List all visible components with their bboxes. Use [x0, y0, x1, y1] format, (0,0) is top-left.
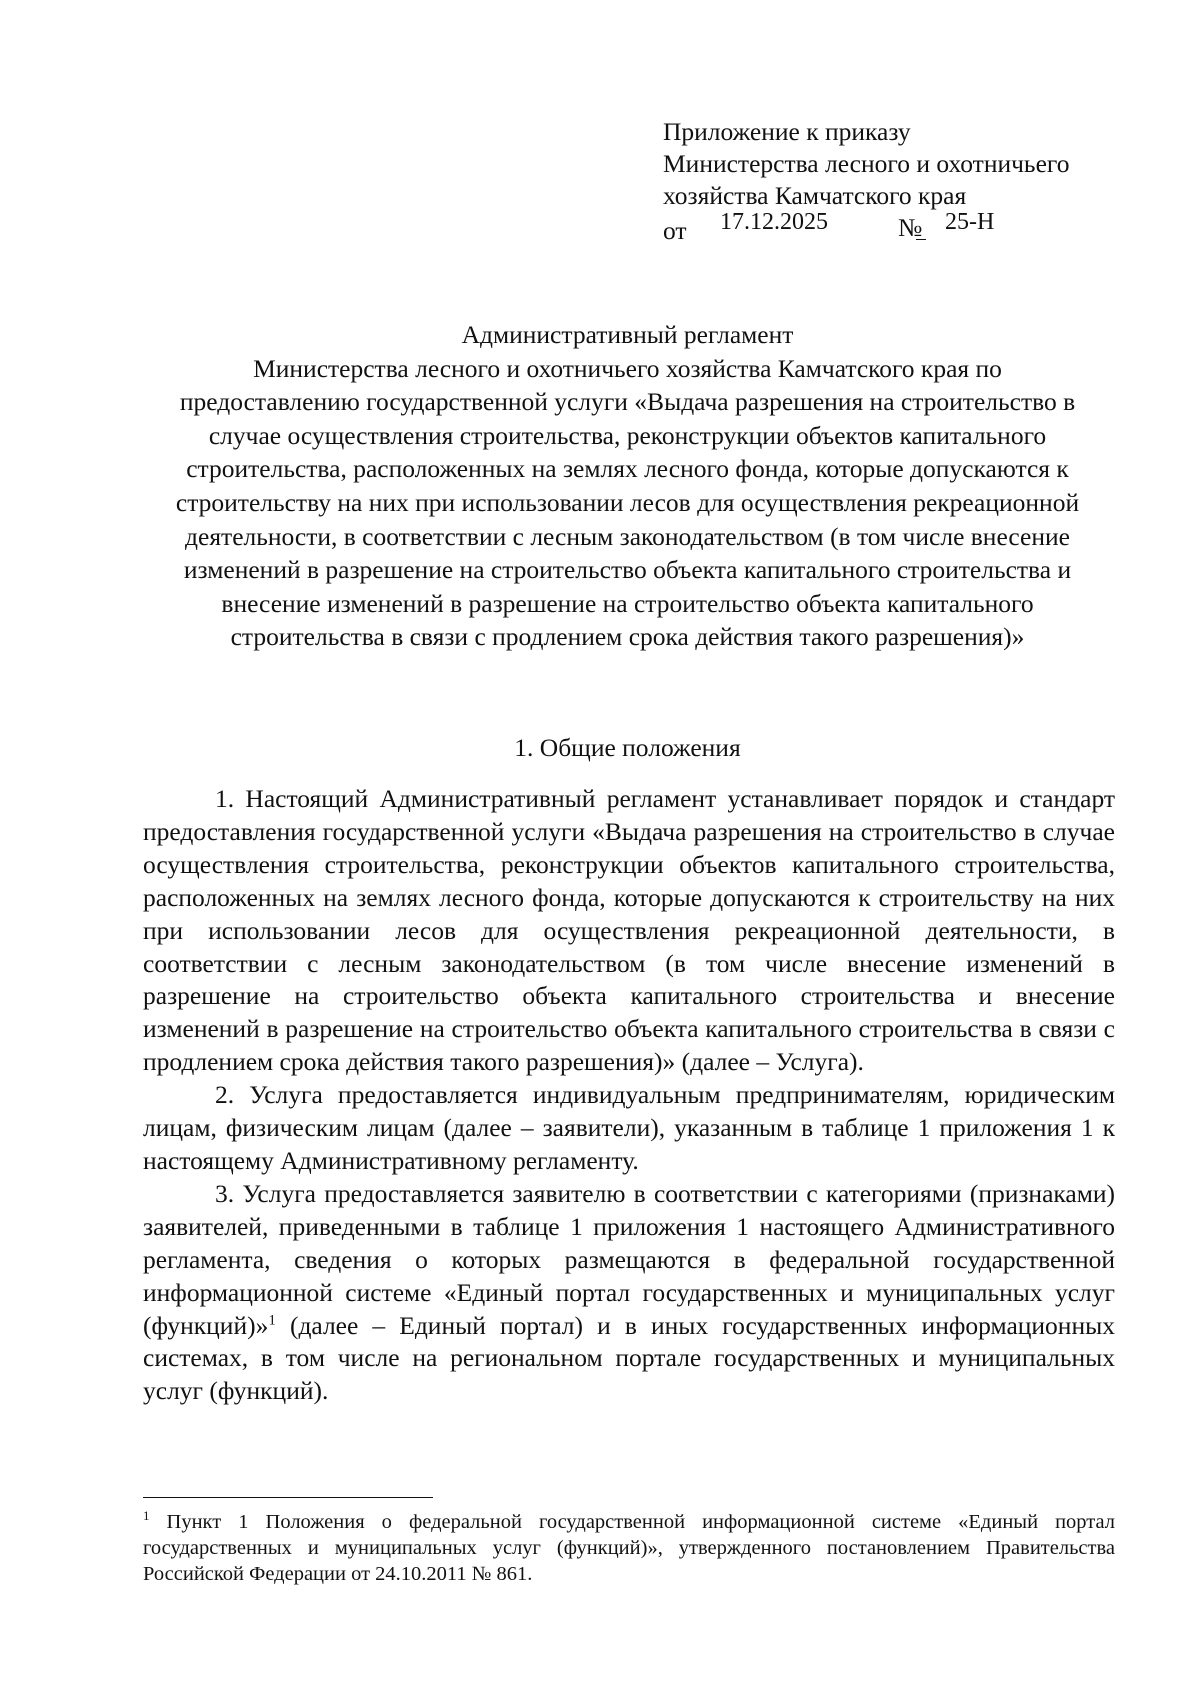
footnote-marker: 1	[143, 1508, 150, 1524]
body-text	[143, 783, 1115, 1408]
approval-line-2: Министерства лесного и охотничьего	[663, 149, 1070, 178]
paragraph-3	[143, 1178, 1115, 1408]
order-date: 17.12.2025	[720, 209, 828, 235]
paragraph-3-part-2: (далее – Единый портал) и в иных государственных информационных системах, в том числе на региональном портале государственных и муниципальных услуг (функций).	[143, 1310, 1115, 1406]
section-heading: 1. Общие положения	[514, 733, 741, 762]
footnote	[143, 1509, 1115, 1587]
order-date-number	[663, 209, 1123, 246]
title-main: Административный регламент	[461, 320, 794, 349]
footnote-divider	[143, 1497, 433, 1498]
approval-block	[663, 116, 1123, 246]
footnote-text: Пункт 1 Положения о федеральной государственной информационной системе «Единый портал государственных и муниципальных услуг (функций)», утвержденного постановлением Правительства Российской Федерации от 24.10.2011 № 861.	[143, 1511, 1115, 1585]
number-sign: №	[898, 213, 923, 242]
paragraph-2: 2. Услуга предоставляется индивидуальным предпринимателям, юридическим лицам, физическим лицам (далее – заявители), указанным в таблице 1 приложения 1 к настоящему Административному регламенту.	[143, 1080, 1115, 1175]
title-body: Министерства лесного и охотничьего хозяйства Камчатского края по предоставлению государственной услуги «Выдача разрешения на строительство в случае осуществления строительства, реконструкции объектов капитального строительства, расположенных на землях лесного фонда, которые допускаются к строительству на них при использовании лесов для осуществления рекреационной деятельности, в соответствии с лесным законодательством (в том числе внесение изменений в разрешение на строительство объекта капитального строительства и внесение изменений в разрешение на строительство объекта капитального строительства в связи с продлением срока действия такого разрешения)»	[175, 353, 1080, 652]
document-title	[140, 318, 1115, 654]
paragraph-3-part-1: 3. Услуга предоставляется заявителю в соответствии с категориями (признаками) заявителей, приведенными в таблице 1 приложения 1 настоящего Административного регламента, сведения о которых размещаются в федеральной государственной информационной системе «Единый портал государственных и муниципальных услуг (функций)»	[143, 1178, 1115, 1340]
approval-line-3: хозяйства Камчатского края	[663, 181, 967, 210]
approval-line-1: Приложение к приказу	[663, 117, 911, 146]
order-number: 25-Н	[945, 209, 995, 235]
footnote-reference[interactable]: 1	[268, 1312, 276, 1328]
paragraph-1: 1. Настоящий Административный регламент устанавливает порядок и стандарт предоставления государственной услуги «Выдача разрешения на строительство в случае осуществления строительства, реконструкции объектов капитального строительства, расположенных на землях лесного фонда, которые допускаются к строительству на них при использовании лесов для осуществления рекреационной деятельности, в соответствии с лесным законодательством (в том числе внесение изменений в разрешение на строительство объекта капитального строительства и внесение изменений в разрешение на строительство объекта капитального строительства в связи с продлением срока действия такого разрешения)» (далее – Услуга).	[143, 784, 1115, 1077]
from-label: от	[663, 216, 687, 245]
